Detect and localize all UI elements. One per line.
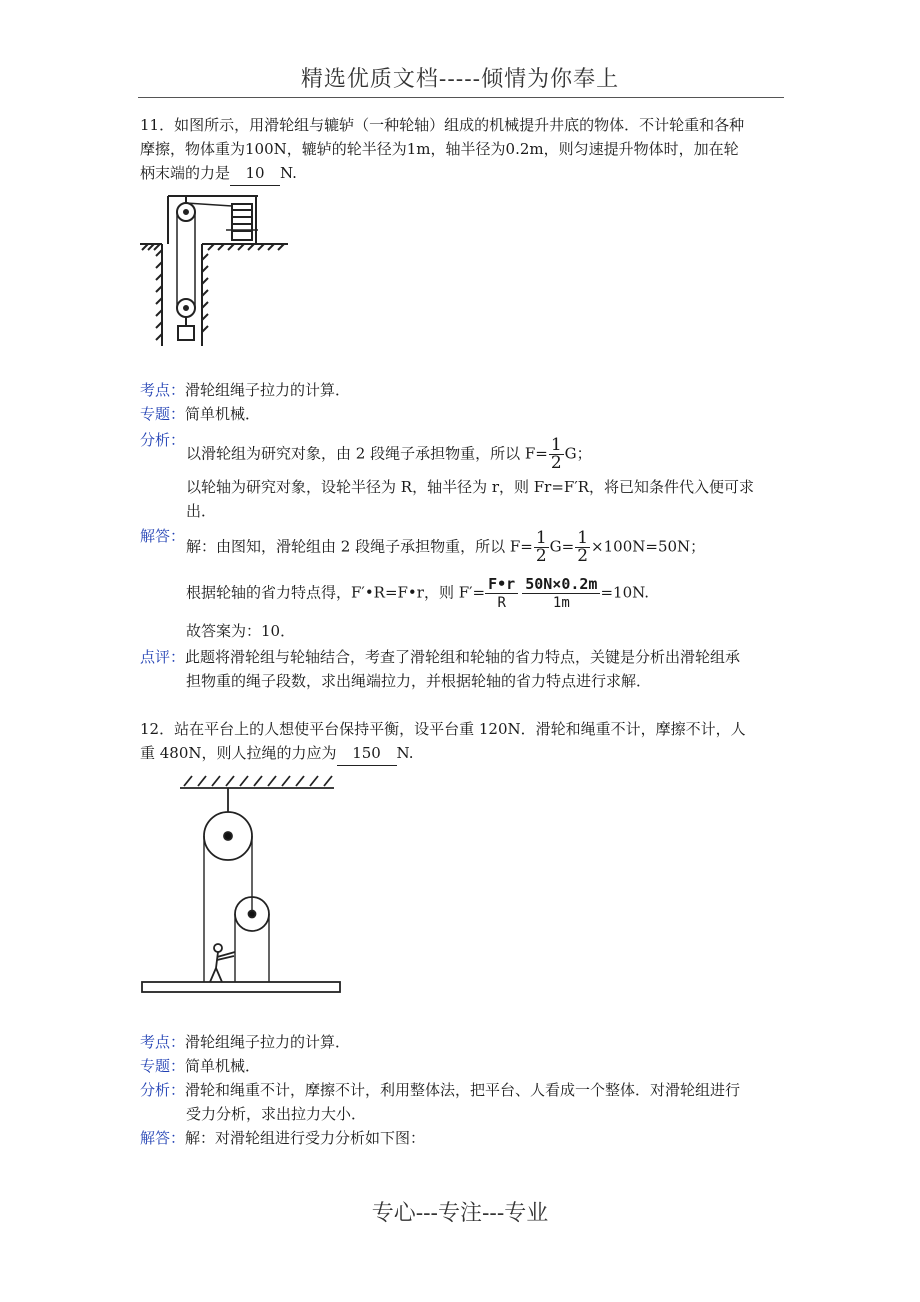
frac-den: 1m bbox=[552, 595, 570, 611]
page-footer: 专心---专注---专业 bbox=[371, 1201, 549, 1226]
q11-answer: 10 bbox=[230, 161, 280, 186]
q12-zhuanti bbox=[140, 1054, 260, 1078]
q11-fenxi1 bbox=[186, 437, 592, 472]
q12-line1: 12．站在平台上的人想使平台保持平衡，设平台重 120N．滑轮和绳重不计，摩擦不计，人 bbox=[140, 720, 746, 738]
q12-kaodian-text: 滑轮组绳子拉力的计算． bbox=[185, 1033, 351, 1051]
q12-jieda-label: 解答： bbox=[140, 1129, 186, 1147]
fraction-half bbox=[549, 437, 564, 472]
q11-kaodian bbox=[140, 378, 350, 402]
q12-fenxi-label: 分析： bbox=[140, 1081, 186, 1099]
q11-kaodian-label: 考点： bbox=[140, 381, 186, 399]
q12-fenxi bbox=[140, 1078, 740, 1102]
frac-den: 2 bbox=[535, 546, 547, 566]
frac-num: 1 bbox=[577, 528, 589, 548]
q12-zhuanti-text: 简单机械． bbox=[185, 1057, 261, 1075]
q11-fenxi2: 以轮轴为研究对象，设轮半径为 R，轴半径为 r，则 Fr=F′R，将已知条件代入便可求 bbox=[186, 478, 755, 496]
q11-jieda2-post: =10N. bbox=[600, 583, 650, 602]
q11-kaodian-text: 滑轮组绳子拉力的计算． bbox=[185, 381, 351, 399]
q11-dianping1: 此题将滑轮组与轮轴结合，考查了滑轮组和轮轴的省力特点，关键是分析出滑轮组承 bbox=[185, 648, 741, 666]
q11-jieda1-pre: 解：由图知，滑轮组由 2 段绳子承担物重，所以 F= bbox=[186, 537, 533, 556]
q11-dianping-label: 点评： bbox=[140, 648, 186, 666]
q11-jieda1-mid: G= bbox=[549, 537, 575, 556]
q12-jieda1: 解：对滑轮组进行受力分析如下图： bbox=[185, 1129, 426, 1147]
frac-den: 2 bbox=[550, 453, 562, 473]
frac-den: R bbox=[497, 595, 506, 611]
fraction-half bbox=[575, 530, 590, 565]
q11-dianping bbox=[140, 645, 740, 669]
q11-fenxi3: 出． bbox=[186, 502, 217, 520]
q11-line3 bbox=[140, 161, 297, 186]
q11-line3-post: N. bbox=[280, 164, 297, 182]
q11-zhuanti-label: 专题： bbox=[140, 405, 186, 423]
q12-line2-pre: 重 480N，则人拉绳的力应为 bbox=[140, 744, 337, 762]
q12-line2-post: N. bbox=[396, 744, 414, 762]
header-rule bbox=[138, 97, 784, 98]
fraction-half bbox=[534, 530, 549, 565]
fraction-values bbox=[522, 575, 600, 612]
q11-fenxi-label: 分析： bbox=[140, 431, 186, 449]
fraction-force-ratio bbox=[485, 575, 518, 612]
frac-num: 50N×0.2m bbox=[522, 575, 600, 594]
frac-num: 1 bbox=[550, 435, 562, 455]
q11-jieda-label: 解答： bbox=[140, 527, 186, 545]
q11-fenxi1-pre: 以滑轮组为研究对象，由 2 段绳子承担物重，所以 F= bbox=[186, 444, 548, 463]
q11-fenxi1-post: G； bbox=[564, 444, 592, 463]
q11-zhuanti-text: 简单机械． bbox=[185, 405, 261, 423]
q12-answer: 150 bbox=[337, 741, 397, 766]
q11-jieda3: 故答案为：10． bbox=[186, 622, 296, 640]
q12-kaodian bbox=[140, 1030, 350, 1054]
figure-platform-pulleys bbox=[138, 772, 348, 1000]
q11-jieda1-post: ×100N=50N； bbox=[591, 537, 706, 556]
q12-zhuanti-label: 专题： bbox=[140, 1057, 186, 1075]
q11-jieda1 bbox=[186, 530, 705, 565]
q12-jieda bbox=[140, 1126, 425, 1150]
q12-kaodian-label: 考点： bbox=[140, 1033, 186, 1051]
q12-fenxi2: 受力分析，求出拉力大小． bbox=[186, 1105, 367, 1123]
q11-jieda2-pre: 根据轮轴的省力特点得，F′•R=F•r，则 F′= bbox=[186, 583, 486, 602]
q12-fenxi1: 滑轮和绳重不计，摩擦不计，利用整体法，把平台、人看成一个整体．对滑轮组进行 bbox=[185, 1081, 741, 1099]
q11-zhuanti bbox=[140, 402, 260, 426]
frac-num: F•r bbox=[485, 575, 518, 594]
q11-line1: 11．如图所示，用滑轮组与辘轳（一种轮轴）组成的机械提升井底的物体．不计轮重和各种 bbox=[140, 116, 745, 134]
frac-num: 1 bbox=[535, 528, 547, 548]
q11-dianping2: 担物重的绳子段数，求出绳端拉力，并根据轮轴的省力特点进行求解． bbox=[186, 672, 652, 690]
page-header: 精选优质文档-----倾情为你奉上 bbox=[300, 67, 620, 92]
q12-line2 bbox=[140, 741, 413, 766]
frac-den: 2 bbox=[577, 546, 589, 566]
figure-well-windlass bbox=[138, 190, 290, 352]
q11-line3-pre: 柄末端的力是 bbox=[140, 164, 231, 182]
q11-line2: 摩擦，物体重为100N，辘轳的轮半径为1m，轴半径为0.2m，则匀速提升物体时，加在轮 bbox=[140, 140, 739, 158]
q11-jieda2 bbox=[186, 575, 649, 612]
